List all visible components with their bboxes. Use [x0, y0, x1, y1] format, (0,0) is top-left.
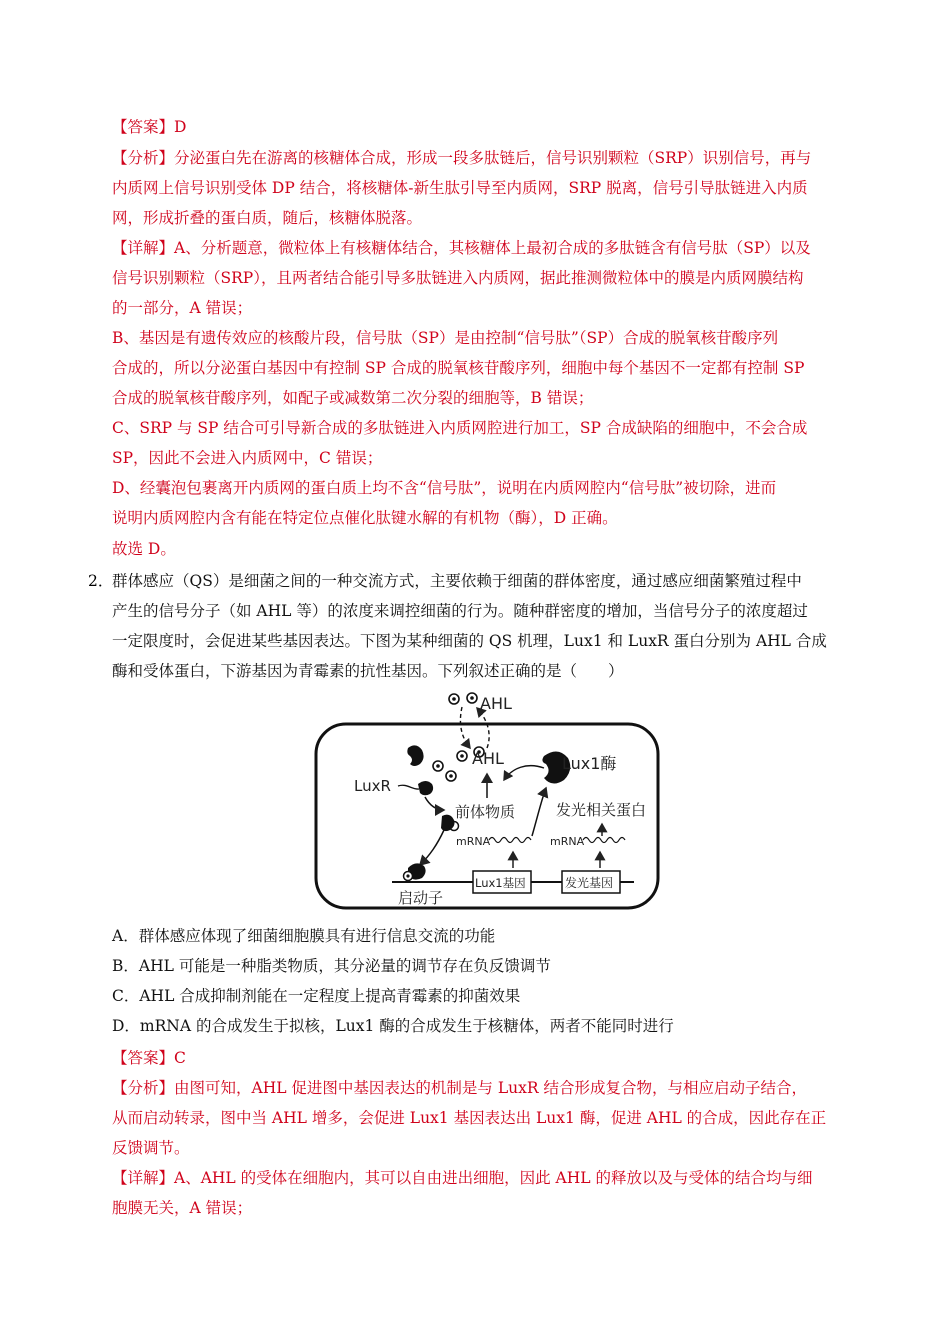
q2-answer: 【答案】C: [112, 1049, 186, 1067]
q2-stem-line: 一定限度时，会促进某些基因表达。下图为某种细菌的 QS 机理，Lux1 和 LuxR 蛋白分别为 AHL 合成: [112, 632, 827, 650]
ahl-export-arrow: [460, 707, 470, 748]
mrna-label: mRNA: [456, 835, 491, 848]
ahl-outside-label: AHL: [480, 694, 512, 713]
q1-detail-line: 说明内质网腔内含有能在特定位点催化肽键水解的有机物（酶），D 正确。: [112, 509, 618, 527]
q2-option-b: B．AHL 可能是一种脂类物质，其分泌量的调节存在负反馈调节: [112, 957, 551, 975]
q1-detail-line: 的一部分，A 错误；: [112, 299, 253, 317]
q1-conclusion: 故选 D。: [112, 540, 176, 558]
precursor-label: 前体物质: [455, 803, 516, 821]
luxr-label: LuxR: [354, 777, 391, 795]
translation-arrow: [532, 788, 546, 836]
ahl-molecule-icon: [449, 693, 477, 704]
mrna-label: mRNA: [550, 835, 585, 848]
complex-formation-arrow: [425, 797, 444, 810]
q2-option-a: A．群体感应体现了细菌细胞膜具有进行信息交流的功能: [112, 927, 496, 945]
luxr-receptor-icon: [418, 781, 433, 795]
q1-detail-line: D、经囊泡包裹离开内质网的蛋白质上均不含“信号肽”，说明在内质网腔内“信号肽”被切除，进而: [112, 479, 777, 497]
mrna-strand: [489, 838, 531, 843]
q2-analysis-line: 从而启动转录，图中当 AHL 增多，会促进 Lux1 基因表达出 Lux1 酶，促进 AHL 的合成，因此存在正: [112, 1109, 827, 1127]
ahl-inside-label: AHL: [472, 749, 504, 768]
complex-to-promoter-arrow: [420, 830, 444, 865]
q2-option-d: D．mRNA 的合成发生于拟核，Lux1 酶的合成发生于核糖体，两者不能同时进行: [112, 1017, 674, 1035]
q1-analysis-line: 【分析】分泌蛋白先在游离的核糖体合成，形成一段多肽链后，信号识别颗粒（SRP）识别信号，再与: [112, 149, 812, 167]
luxr-pointer: [398, 785, 419, 789]
mrna-strand: [583, 838, 625, 843]
lux1-gene-label: Lux1基因: [475, 876, 526, 890]
q2-detail-line: 【详解】A、AHL 的受体在细胞内，其可以自由进出细胞，因此 AHL 的释放以及与受体的结合均与细: [112, 1169, 813, 1187]
q2-analysis-line: 反馈调节。: [112, 1139, 190, 1157]
enzyme-catalysis-arrow: [504, 766, 544, 780]
luxr-ahl-complex-icon: [441, 815, 455, 831]
promoter-label: 启动子: [398, 889, 444, 907]
lux1-enzyme-label: Lux1酶: [562, 754, 617, 773]
q2-option-c: C．AHL 合成抑制剂能在一定程度上提高青霉素的抑菌效果: [112, 987, 521, 1005]
ahl-import-arrow: [477, 708, 489, 748]
luxr-receptor-icon: [407, 745, 423, 766]
q1-detail-line: 合成的，所以分泌蛋白基因中有控制 SP 合成的脱氧核苷酸序列，细胞中每个基因不一定都有控制 SP: [112, 359, 805, 377]
q1-detail-line: C、SRP 与 SP 结合可引导新合成的多肽链进入内质网腔进行加工，SP 合成缺陷的细胞中，不会合成: [112, 419, 808, 437]
q2-stem-line: 产生的信号分子（如 AHL 等）的浓度来调控细菌的行为。随种群密度的增加，当信号分子的浓度超过: [112, 602, 808, 620]
q2-stem-line: 酶和受体蛋白，下游基因为青霉素的抗性基因。下列叙述正确的是（ ）: [112, 662, 624, 680]
q2-detail-line: 胞膜无关，A 错误；: [112, 1199, 253, 1217]
q2-number: 2．: [88, 572, 114, 590]
q1-analysis-line: 内质网上信号识别受体 DP 结合，将核糖体-新生肽引导至内质网，SRP 脱离，信号引导肽链进入内质: [112, 179, 808, 197]
q1-detail-line: 信号识别颗粒（SRP），且两者结合能引导多肽链进入内质网，据此推测微粒体中的膜是内质网膜结构: [112, 269, 804, 287]
luminescent-protein-label: 发光相关蛋白: [556, 801, 647, 819]
q1-detail-line: 合成的脱氧核苷酸序列，如配子或减数第二次分裂的细胞等，B 错误；: [112, 389, 594, 407]
q1-detail-line: B、基因是有遗传效应的核酸片段，信号肽（SP）是由控制“信号肽”（SP）合成的脱氧核苷酸序列: [112, 329, 779, 347]
qs-mechanism-diagram: [312, 690, 662, 912]
q1-analysis-line: 网，形成折叠的蛋白质，随后，核糖体脱落。: [112, 209, 423, 227]
q1-detail-line: SP，因此不会进入内质网中，C 错误；: [112, 449, 383, 467]
q1-answer: 【答案】D: [112, 118, 187, 136]
q2-stem-line: 群体感应（QS）是细菌之间的一种交流方式，主要依赖于细菌的群体密度，通过感应细菌繁殖过程中: [112, 572, 802, 590]
luminescent-gene-label: 发光基因: [565, 876, 614, 890]
q1-detail-line: 【详解】A、分析题意，微粒体上有核糖体结合，其核糖体上最初合成的多肽链含有信号肽（SP）以及: [112, 239, 811, 257]
q2-analysis-line: 【分析】由图可知，AHL 促进图中基因表达的机制是与 LuxR 结合形成复合物，与相应启动子结合，: [112, 1079, 807, 1097]
